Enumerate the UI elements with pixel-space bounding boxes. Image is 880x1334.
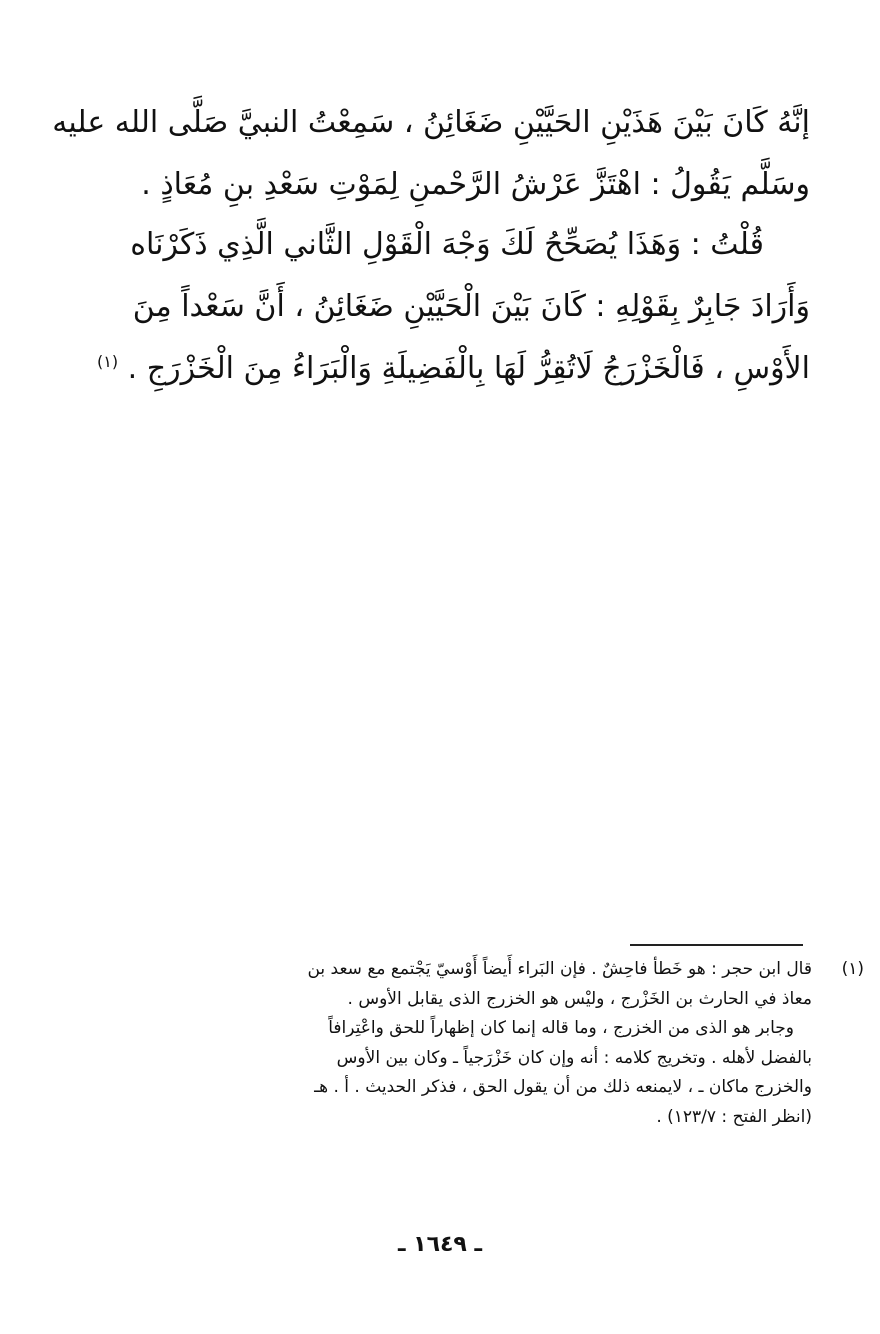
body-line-text: الأَوْسِ ، فَالْخَزْرَجُ لَاتُقِرُّ لَهَا بِالْفَضِيلَةِ وَالْبَرَاءُ مِنَ الْخَزْرَجِ . — [127, 351, 810, 386]
footnotes-block — [112, 955, 864, 1132]
page-number: ـ ١٦٤٩ ـ — [397, 1232, 483, 1257]
footnote-line: والخزرج ماكان ـ ، لايمنعه ذلك من أن يقول الحق ، فذكر الحديث . أ . هـ — [314, 1077, 812, 1097]
body-line: إنَّهُ كَانَ بَيْنَ هَذَيْنِ الحَيَّيْنِ ضَغَائِنُ ، سَمِعْتُ النبيَّ صَلَّى الله عليه — [52, 105, 810, 140]
body-paragraph-2 — [90, 214, 810, 400]
footnote-marker: (١) — [841, 959, 864, 979]
body-line: وسَلَّم يَقُولُ : اهْتَزَّ عَرْشُ الرَّحْمنِ لِمَوْتِ سَعْدِ بنِ مُعَاذٍ . — [141, 167, 810, 202]
footnote-line: قال ابن حجر : هو خَطأ فاحِشٌ . فإن البَراء أَيضاً أَوْسيّ يَجْتمع مع سعد بن — [307, 959, 812, 979]
footnote-line: معاذ في الحارث بن الخَزْرج ، وليْس هو الخزرج الذى يقابل الأوس . — [347, 988, 812, 1009]
footnote-reference[interactable]: (١) — [97, 352, 119, 371]
footnote-line: وجابر هو الذى من الخزرج ، وما قاله إنما كان إظهاراً للحق واعْتِرافاً — [328, 1018, 794, 1038]
footnote-separator — [630, 944, 803, 946]
body-line: قُلْتُ : وَهَذَا يُصَحِّحُ لَكَ وَجْهَ الْقَوْلِ الثَّاني الَّذِي ذَكَرْنَاه — [130, 227, 764, 262]
footnote-line: (انظر الفتح : ١٢٣/٧) . — [656, 1106, 812, 1127]
body-paragraph-1 — [52, 92, 810, 216]
body-line-last — [90, 338, 810, 400]
footnote-line: بالفضل لأهله . وتخريج كلامه : أنه وإن كان خَزْرَجياً ـ وكان بين الأوس — [336, 1047, 812, 1068]
body-line: وَأَرَادَ جَابِرٌ بِقَوْلِهِ : كَانَ بَيْنَ الْحَيَّيْنِ ضَغَائِنُ ، أَنَّ سَعْداً مِنَ — [132, 289, 810, 324]
